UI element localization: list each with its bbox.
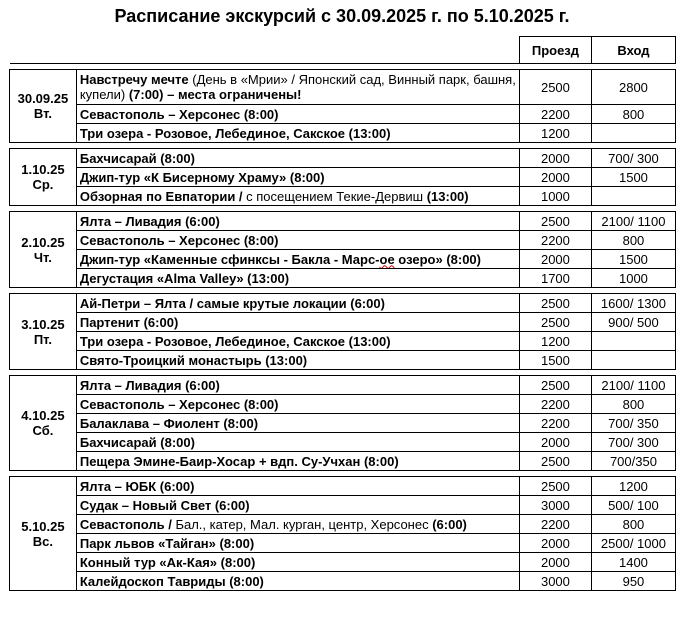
table-row xyxy=(10,477,676,496)
tour-cell xyxy=(76,395,519,414)
tour-main: Севастополь / xyxy=(79,516,172,532)
travel-price: 2000 xyxy=(519,149,591,168)
day-weekday: Вс. xyxy=(32,533,54,549)
travel-price: 2200 xyxy=(519,414,591,433)
tour-detail: (День в «Мрии» / Японский сад, Винный парк, башня, купели) xyxy=(79,72,516,102)
tour-main: Конный тур «Ак-Кая» (8:00) xyxy=(79,554,256,570)
tour-cell xyxy=(76,332,519,351)
schedule-table xyxy=(9,36,676,591)
tour-cell xyxy=(76,477,519,496)
tour-main: Ай-Петри – Ялта / самые крутые локации (6:00) xyxy=(79,295,385,311)
table-row xyxy=(10,187,676,206)
tour-cell xyxy=(76,452,519,471)
day-weekday: Вт. xyxy=(33,106,52,121)
table-row xyxy=(10,212,676,231)
table-row xyxy=(10,231,676,250)
tour-main: Ялта – Ливадия (6:00) xyxy=(79,377,220,393)
entry-price: 700/ 300 xyxy=(591,149,675,168)
day-weekday: Чт. xyxy=(33,249,52,265)
travel-price: 2500 xyxy=(519,477,591,496)
entry-price: 1600/ 1300 xyxy=(591,294,675,313)
tour-cell xyxy=(76,376,519,395)
day-weekday: Ср. xyxy=(32,177,54,192)
entry-price: 2100/ 1100 xyxy=(591,376,675,395)
entry-price: 1500 xyxy=(591,168,675,187)
table-row xyxy=(10,105,676,124)
tour-main: Бахчисарай (8:00) xyxy=(79,434,195,450)
table-row xyxy=(10,70,676,105)
table-row xyxy=(10,572,676,591)
day-cell xyxy=(10,212,77,288)
table-row xyxy=(10,452,676,471)
travel-price: 2000 xyxy=(519,168,591,187)
page-title: Расписание экскурсий с 30.09.2025 г. по 5.10.2025 г. xyxy=(114,6,570,26)
travel-price: 1200 xyxy=(519,332,591,351)
tour-main: Джип-тур «К Бисерному Храму» (8:00) xyxy=(79,169,325,185)
entry-price: 2800 xyxy=(591,70,675,105)
table-row xyxy=(10,269,676,288)
travel-price: 2000 xyxy=(519,250,591,269)
day-cell xyxy=(10,294,77,370)
day-date: 3.10.25 xyxy=(21,316,65,332)
tour-main: Три озера - Розовое, Лебединое, Сакское (13:00) xyxy=(79,125,391,141)
day-date: 4.10.25 xyxy=(21,408,65,423)
table-row xyxy=(10,313,676,332)
entry-price xyxy=(591,351,675,370)
table-row xyxy=(10,332,676,351)
day-date: 1.10.25 xyxy=(21,162,65,177)
travel-price: 1200 xyxy=(519,124,591,143)
entry-price: 700/ 350 xyxy=(591,414,675,433)
entry-price: 900/ 500 xyxy=(591,313,675,332)
travel-price: 2500 xyxy=(519,376,591,395)
tour-cell xyxy=(76,250,519,269)
day-cell xyxy=(10,149,77,206)
table-row xyxy=(10,414,676,433)
travel-price: 2200 xyxy=(519,515,591,534)
entry-price xyxy=(591,187,675,206)
travel-price: 2200 xyxy=(519,231,591,250)
day-date: 5.10.25 xyxy=(21,518,65,534)
tour-main: Навстречу мечте xyxy=(79,72,189,87)
tour-cell xyxy=(76,269,519,288)
tour-main: Севастополь – Херсонес (8:00) xyxy=(79,106,279,122)
day-date: 2.10.25 xyxy=(21,234,65,250)
entry-price: 500/ 100 xyxy=(591,496,675,515)
tour-cell xyxy=(76,149,519,168)
travel-price: 2500 xyxy=(519,313,591,332)
tour-detail: с посещением Текие-Дервиш xyxy=(242,188,427,204)
day-cell xyxy=(10,70,77,143)
tour-cell xyxy=(76,515,519,534)
travel-price: 2200 xyxy=(519,395,591,414)
tour-main: Дегустация «Alma Valley» (13:00) xyxy=(79,270,290,286)
entry-price: 1200 xyxy=(591,477,675,496)
header-entry: Вход xyxy=(591,37,675,64)
tour-main: Джип-тур «Каменные сфинксы - Бакла - Марс- xyxy=(79,251,380,267)
travel-price: 3000 xyxy=(519,496,591,515)
tour-main: Ялта – ЮБК (6:00) xyxy=(79,478,195,494)
tour-main: Балаклава – Фиолент (8:00) xyxy=(79,415,259,431)
tour-detail: Бал., катер, Мал. курган, центр, Херсонес xyxy=(171,516,433,532)
table-row xyxy=(10,534,676,553)
table-row xyxy=(10,124,676,143)
tour-main: Севастополь – Херсонес (8:00) xyxy=(79,232,279,248)
tour-main: Бахчисарай (8:00) xyxy=(79,150,195,166)
entry-price: 800 xyxy=(591,515,675,534)
entry-price: 800 xyxy=(591,395,675,414)
tour-main: Свято-Троицкий монастырь (13:00) xyxy=(79,352,308,368)
tour-end: (13:00) xyxy=(426,188,469,204)
travel-price: 2500 xyxy=(519,70,591,105)
tour-cell xyxy=(76,572,519,591)
tour-end: (7:00) – места ограничены! xyxy=(128,87,302,102)
entry-price: 1000 xyxy=(591,269,675,288)
tour-cell xyxy=(76,553,519,572)
tour-main: Партенит (6:00) xyxy=(79,314,179,330)
tour-cell xyxy=(76,187,519,206)
header-row xyxy=(10,37,676,64)
tour-cell xyxy=(76,124,519,143)
day-date: 30.09.25 xyxy=(17,91,69,106)
day-weekday: Пт. xyxy=(33,331,53,347)
tour-cell xyxy=(76,534,519,553)
travel-price: 2000 xyxy=(519,433,591,452)
entry-price xyxy=(591,124,675,143)
travel-price: 1700 xyxy=(519,269,591,288)
entry-price: 800 xyxy=(591,231,675,250)
entry-price: 2100/ 1100 xyxy=(591,212,675,231)
entry-price xyxy=(591,332,675,351)
tour-cell xyxy=(76,414,519,433)
tour-cell xyxy=(76,433,519,452)
tour-cell xyxy=(76,105,519,124)
day-cell xyxy=(10,376,77,471)
tour-main: Три озера - Розовое, Лебединое, Сакское (13:00) xyxy=(79,333,391,349)
tour-cell xyxy=(76,212,519,231)
tour-main: Ялта – Ливадия (6:00) xyxy=(79,213,220,229)
entry-price: 2500/ 1000 xyxy=(591,534,675,553)
tour-cell xyxy=(76,70,519,105)
table-row xyxy=(10,351,676,370)
tour-main: Севастополь – Херсонес (8:00) xyxy=(79,396,279,412)
tour-cell xyxy=(76,351,519,370)
tour-end: озеро» (8:00) xyxy=(394,251,481,267)
table-row xyxy=(10,515,676,534)
table-row xyxy=(10,553,676,572)
tour-cell xyxy=(76,231,519,250)
entry-price: 1400 xyxy=(591,553,675,572)
tour-main: Калейдоскоп Тавриды (8:00) xyxy=(79,573,264,589)
table-row xyxy=(10,250,676,269)
travel-price: 2000 xyxy=(519,553,591,572)
entry-price: 800 xyxy=(591,105,675,124)
table-row xyxy=(10,168,676,187)
table-row xyxy=(10,395,676,414)
tour-cell xyxy=(76,313,519,332)
tour-squig: ое xyxy=(379,251,395,267)
entry-price: 950 xyxy=(591,572,675,591)
header-travel: Проезд xyxy=(519,37,591,64)
tour-main: Судак – Новый Свет (6:00) xyxy=(79,497,250,513)
tour-cell xyxy=(76,168,519,187)
table-row xyxy=(10,294,676,313)
entry-price: 700/350 xyxy=(591,452,675,471)
entry-price: 1500 xyxy=(591,250,675,269)
entry-price: 700/ 300 xyxy=(591,433,675,452)
table-row xyxy=(10,376,676,395)
travel-price: 2000 xyxy=(519,534,591,553)
table-row xyxy=(10,496,676,515)
travel-price: 2200 xyxy=(519,105,591,124)
travel-price: 2500 xyxy=(519,212,591,231)
day-weekday: Сб. xyxy=(32,423,54,438)
tour-end: (6:00) xyxy=(432,516,467,532)
travel-price: 2500 xyxy=(519,294,591,313)
tour-main: Обзорная по Евпатории / xyxy=(79,188,243,204)
day-cell xyxy=(10,477,77,591)
tour-cell xyxy=(76,496,519,515)
tour-main: Парк львов «Тайган» (8:00) xyxy=(79,535,255,551)
travel-price: 2500 xyxy=(519,452,591,471)
travel-price: 1500 xyxy=(519,351,591,370)
travel-price: 3000 xyxy=(519,572,591,591)
table-row xyxy=(10,149,676,168)
tour-cell xyxy=(76,294,519,313)
table-row xyxy=(10,433,676,452)
travel-price: 1000 xyxy=(519,187,591,206)
tour-main: Пещера Эмине-Баир-Хосар + вдп. Су-Учхан (8:00) xyxy=(79,453,399,469)
